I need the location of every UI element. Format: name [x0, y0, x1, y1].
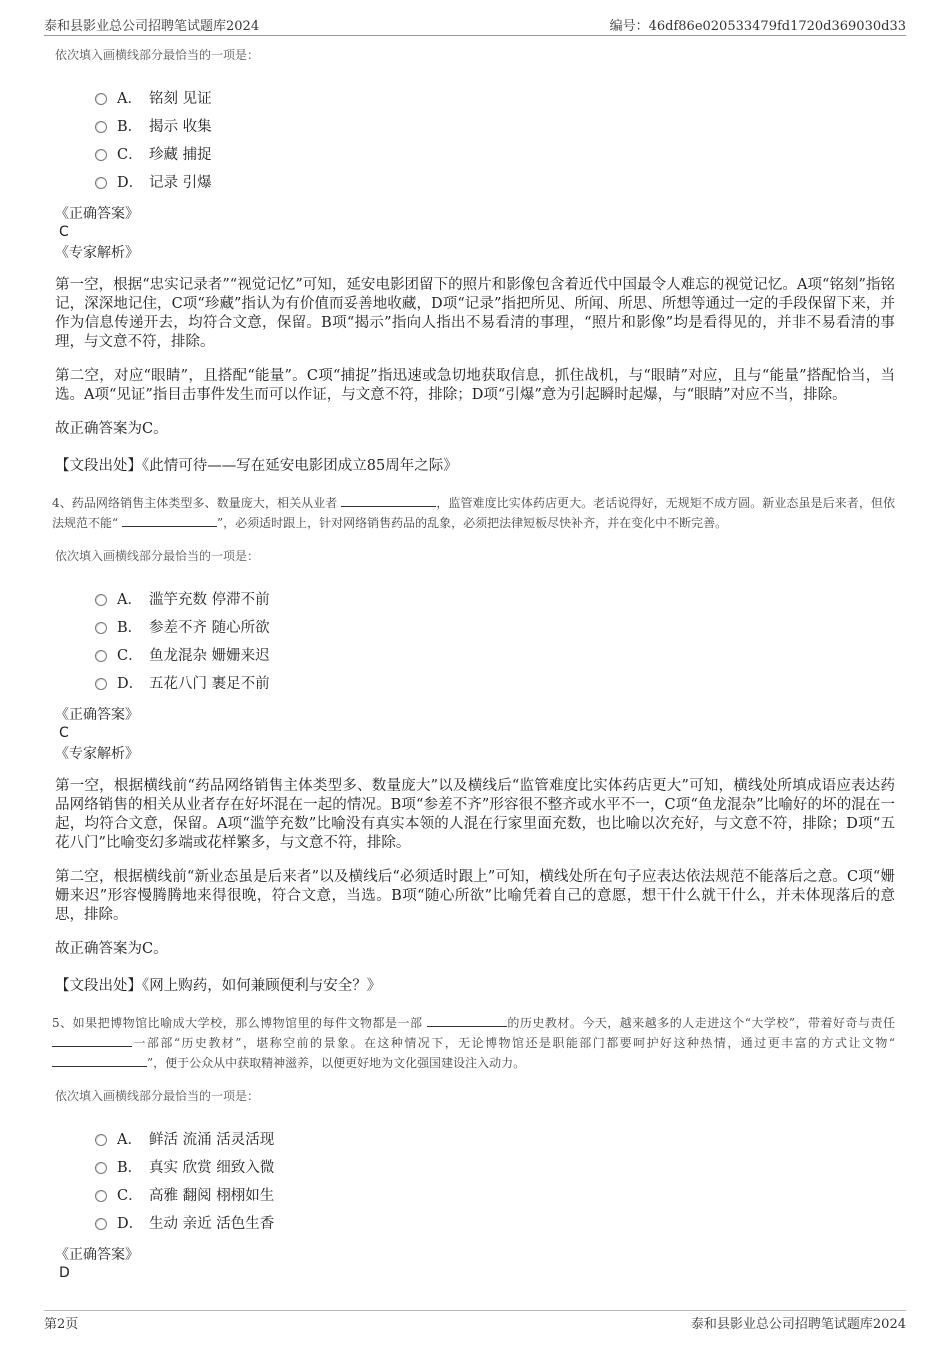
option-a[interactable] [95, 83, 895, 111]
answer-label: 《正确答案》 [55, 206, 139, 222]
question-text-part: 5、如果把博物馆比喻成大学校，那么博物馆里的每件文物都是一部 [52, 1016, 423, 1030]
option-a[interactable] [95, 1124, 895, 1152]
question-prompt: 依次填入画横线部分最恰当的一项是： [55, 48, 260, 62]
radio-icon[interactable] [95, 1218, 107, 1230]
question-text-part: ”，便于公众从中获取精神滋养，以便更好地为文化强国建设注入动力。 [147, 1056, 526, 1070]
radio-icon[interactable] [95, 149, 107, 161]
option-b[interactable] [95, 1152, 895, 1180]
option-c[interactable] [95, 139, 895, 167]
radio-icon[interactable] [95, 1162, 107, 1174]
option-c[interactable] [95, 640, 895, 668]
radio-icon[interactable] [95, 1190, 107, 1202]
option-d[interactable] [95, 1208, 895, 1236]
answer-value: C [59, 224, 69, 240]
option-text: 真实 欣赏 细致入微 [149, 1159, 275, 1176]
question-text-part: 4、药品网络销售主体类型多、数量庞大，相关从业者 [52, 496, 338, 510]
header-title: 泰和县影业总公司招聘笔试题库2024 [44, 19, 260, 34]
option-d[interactable] [95, 668, 895, 696]
explanation-paragraph: 第一空，根据横线前“药品网络销售主体类型多、数量庞大”以及横线后“监管难度比实体药店更大”可知，横线处所填成语应表达药品网络销售的相关从业者存在好坏混在一起的情况。B项“参差不齐”形容很不整齐或水平不一，C项“鱼龙混杂”比喻好的坏的混在一起，均符合文意，保留。A项“滥竽充数”比喻没有真实本领的人混在行家里面充数，也比喻以次充好，与文意不符，排除；D项“五花八门”比喻变幻多端或花样繁多，与文意不符，排除。 [55, 778, 895, 851]
option-letter: D． [117, 174, 144, 191]
option-letter: B． [117, 118, 143, 135]
option-letter: A． [117, 591, 142, 608]
radio-icon[interactable] [95, 177, 107, 189]
option-text: 鲜活 流涌 活灵活现 [149, 1131, 275, 1148]
option-d[interactable] [95, 167, 895, 195]
question-text-part: ”，必须适时跟上，针对网络销售药品的乱象，必须把法律短板尽快补齐，并在变化中不断完善。 [216, 516, 728, 530]
option-text: 揭示 收集 [149, 118, 212, 135]
page-number: 第2页 [44, 1317, 79, 1332]
option-c[interactable] [95, 1180, 895, 1208]
question-5 [52, 1013, 895, 1281]
page-content [52, 46, 895, 1283]
footer-divider [44, 1310, 906, 1311]
answer-blank [341, 494, 436, 507]
option-letter: D． [117, 1215, 144, 1232]
answer-value: D [59, 1265, 70, 1281]
option-letter: B． [117, 1159, 143, 1176]
option-list [95, 83, 895, 195]
option-letter: A． [117, 90, 142, 107]
answer-blank [427, 1014, 507, 1027]
question-text-part: ，监管难度比实体药店更大。老话说得好，无规矩不成方圆。新业态虽是后来者，但依法规范不能“ [52, 496, 895, 530]
header-doc-id: 编号：46df86e020533479fd1720d369030d33 [609, 19, 906, 34]
footer-title: 泰和县影业总公司招聘笔试题库2024 [690, 1317, 906, 1332]
explanation-label: 《专家解析》 [55, 245, 139, 261]
question-4 [52, 493, 895, 995]
option-text: 滥竽充数 停滞不前 [149, 591, 270, 608]
option-letter: C． [117, 647, 143, 664]
option-text: 鱼龙混杂 姗姗来迟 [149, 647, 270, 664]
answer-value: C [59, 725, 69, 741]
explanation-conclusion: 故正确答案为C。 [55, 941, 168, 957]
question-prompt: 依次填入画横线部分最恰当的一项是： [55, 1089, 260, 1103]
option-letter: B． [117, 619, 143, 636]
answer-label: 《正确答案》 [55, 1247, 139, 1263]
option-text: 参差不齐 随心所欲 [149, 619, 270, 636]
radio-icon[interactable] [95, 1134, 107, 1146]
explanation-conclusion: 故正确答案为C。 [55, 421, 168, 437]
option-b[interactable] [95, 612, 895, 640]
option-letter: C． [117, 146, 143, 163]
option-text: 铭刻 见证 [149, 90, 212, 107]
radio-icon[interactable] [95, 93, 107, 105]
option-letter: C． [117, 1187, 143, 1204]
question-3 [55, 46, 895, 475]
option-text: 记录 引爆 [149, 174, 212, 191]
answer-blank [122, 514, 217, 527]
header-divider [44, 35, 906, 36]
answer-blank [52, 1034, 132, 1047]
radio-icon[interactable] [95, 678, 107, 690]
question-text-part: 的历史教材。今天，越来越多的人走进这个“大学校”，带着好奇与责任 [506, 1016, 895, 1030]
explanation-paragraph: 第二空，对应“眼睛”，且搭配“能量”。C项“捕捉”指迅速或急切地获取信息，抓住战机，与“眼睛”对应，且与“能量”搭配恰当，当选。A项“见证”指目击事件发生而可以作证，与文意不符，排除；D项“引爆”意为引起瞬时起爆，与“眼睛”对应不当，排除。 [55, 368, 895, 403]
option-letter: D． [117, 675, 144, 692]
option-text: 生动 亲近 活色生香 [149, 1215, 275, 1232]
radio-icon[interactable] [95, 650, 107, 662]
explanation-paragraph: 第二空，根据横线前“新业态虽是后来者”以及横线后“必须适时跟上”可知，横线处所在句子应表达依法规范不能落后之意。C项“姗姗来迟”形容慢腾腾地来得很晚，符合文意，当选。B项“随心所欲”比喻凭着自己的意愿，想干什么就干什么，并未体现落后的意思，排除。 [55, 869, 895, 923]
question-text-part: 一部部“历史教材”，堪称空前的景象。在这种情况下，无论博物馆还是职能部门都要呵护好这种热情，通过更丰富的方式让文物“ [132, 1036, 895, 1050]
question-text [52, 1013, 895, 1073]
radio-icon[interactable] [95, 121, 107, 133]
option-list [95, 584, 895, 696]
option-list [95, 1124, 895, 1236]
option-letter: A． [117, 1131, 142, 1148]
page-header [44, 15, 906, 35]
option-a[interactable] [95, 584, 895, 612]
source-citation: 【文段出处】《网上购药，如何兼顾便利与安全？》 [55, 978, 382, 994]
explanation-label: 《专家解析》 [55, 746, 139, 762]
radio-icon[interactable] [95, 622, 107, 634]
question-prompt: 依次填入画横线部分最恰当的一项是： [55, 549, 260, 563]
explanation-paragraph: 第一空，根据“忠实记录者”“视觉记忆”可知，延安电影团留下的照片和影像包含着近代中国最令人难忘的视觉记忆。A项“铭刻”指铭记，深深地记住，C项“珍藏”指认为有价值而妥善地收藏，D项“记录”指把所见、所闻、所思、所想等通过一定的手段保留下来，并作为信息传递开去，均符合文意，保留。B项“揭示”指向人指出不易看清的事理，“照片和影像”均是看得见的，并非不易看清的事理，与文意不符，排除。 [55, 277, 895, 350]
answer-label: 《正确答案》 [55, 707, 139, 723]
radio-icon[interactable] [95, 594, 107, 606]
answer-blank [52, 1054, 147, 1067]
source-citation: 【文段出处】《此情可待——写在延安电影团成立85周年之际》 [55, 458, 458, 474]
option-text: 高雅 翻阅 栩栩如生 [149, 1187, 275, 1204]
option-b[interactable] [95, 111, 895, 139]
option-text: 五花八门 裹足不前 [149, 675, 270, 692]
question-text [52, 493, 895, 533]
option-text: 珍藏 捕捉 [149, 146, 212, 163]
